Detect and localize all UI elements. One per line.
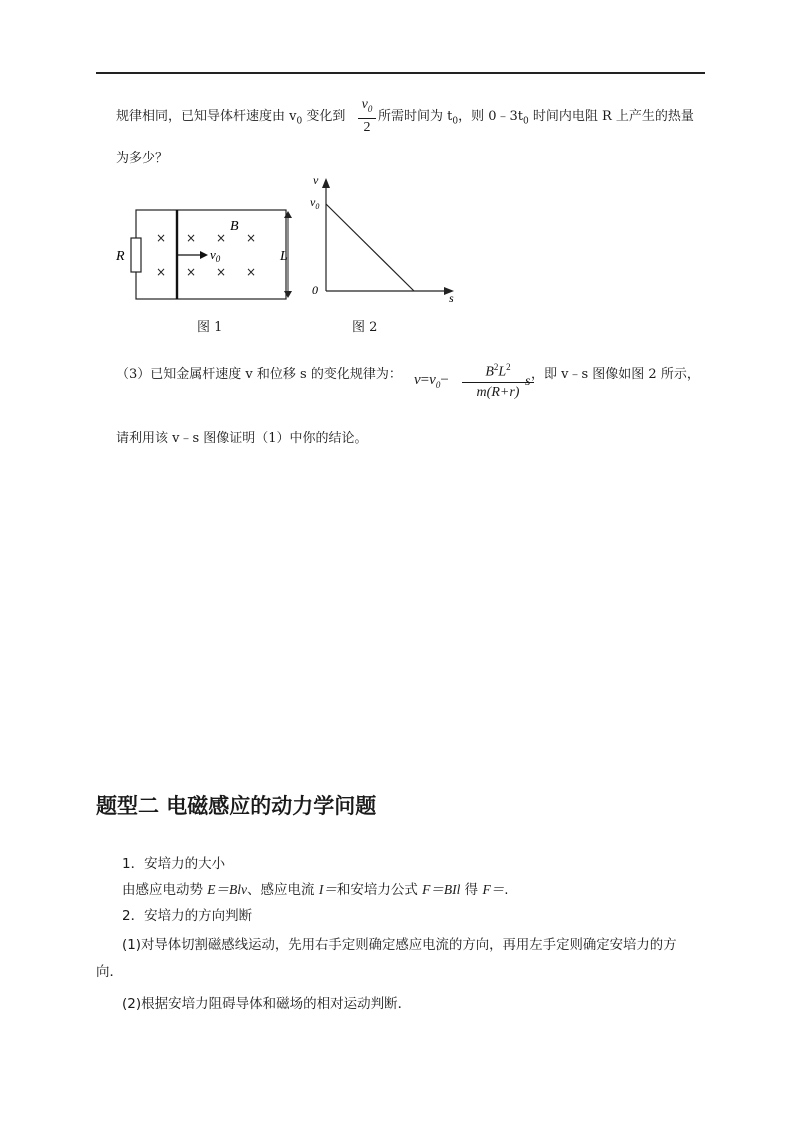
figure-1-caption: 图 1	[197, 320, 223, 335]
velocity-arrowhead	[200, 251, 208, 259]
field-cross: ×	[246, 231, 257, 245]
section-heading: 题型二 电磁感应的动力学问题	[96, 794, 377, 818]
field-cross: ×	[156, 265, 167, 279]
field-cross: ×	[186, 231, 197, 245]
v-s-line	[326, 204, 414, 291]
formula-fraction	[462, 358, 534, 403]
width-label-L: L	[280, 249, 288, 264]
text-segment: 时间内电阻 R 上产生的热量	[528, 109, 694, 124]
fraction-numerator: v	[361, 97, 368, 112]
field-cross: ×	[186, 265, 197, 279]
item-2-2-text: (2)根据安培力阻碍导体和磁场的相对运动判断．	[122, 996, 412, 1012]
figure-2-v-s-graph	[306, 170, 466, 310]
subscript: 0	[523, 116, 529, 127]
fraction-denominator: 2	[363, 119, 371, 135]
dimension-arrow-down	[284, 291, 292, 298]
item-2-1-text-cont: 向．	[96, 964, 123, 980]
velocity-formula: $v=v_0-$ $\frac{B^2L^2}{m(R+r)}$ s	[414, 358, 534, 404]
origin-label: 0	[312, 283, 318, 297]
v0-tick-label: $v_0$	[310, 195, 320, 211]
subscript: 0	[452, 116, 459, 127]
dimension-arrow-up	[284, 211, 292, 218]
v-axis-label: v	[313, 173, 319, 187]
text-segment: 规律相同，已知导体杆速度由 v	[116, 109, 297, 124]
header-rule	[96, 72, 705, 74]
figure-2-caption: 图 2	[352, 320, 378, 335]
resistor-label: R	[116, 249, 125, 264]
figure-1-circuit	[110, 200, 300, 310]
field-cross: ×	[216, 231, 227, 245]
text-segment: ，则 0﹣3t	[458, 109, 523, 124]
item-1-body: 由感应电动势 E＝Blv、感应电流 I＝和安培力公式 F＝BIl 得 F＝.	[122, 882, 509, 898]
field-cross: ×	[216, 265, 227, 279]
formula-numerator: $B^2L^2$	[462, 358, 534, 383]
field-label-B: B	[230, 219, 239, 234]
item-1-title: 1．安培力的大小	[122, 856, 226, 872]
part-3-text-suffix: ，即 v﹣s 图像如图 2 所示，	[531, 367, 700, 382]
formula-denominator: m(R+r)	[476, 384, 520, 400]
problem-text-line-1	[116, 108, 345, 131]
part-3-text-line-2: 请利用该 v﹣s 图像证明（1）中你的结论。	[116, 431, 368, 446]
problem-text-line-1b	[378, 108, 694, 131]
item-2-1-text: (1)对导体切割磁感线运动，先用右手定则确定感应电流的方向，再用左手定则确定安培力的方	[122, 938, 677, 953]
field-cross: ×	[156, 231, 167, 245]
problem-text-line-2: 为多少？	[116, 151, 169, 166]
velocity-label: $v_0$	[210, 247, 221, 264]
text-segment: 变化到	[302, 109, 346, 124]
resistor	[131, 238, 141, 272]
fraction-v0-over-2	[358, 96, 376, 136]
v-axis-arrow	[322, 178, 330, 188]
text-segment: 所需时间为 t	[378, 109, 453, 124]
item-2-title: 2．安培力的方向判断	[122, 908, 253, 924]
field-cross: ×	[246, 265, 257, 279]
subscript: 0	[367, 103, 373, 114]
part-3-text: （3）已知金属杆速度 v 和位移 s 的变化规律为：	[116, 367, 402, 382]
subscript: 0	[296, 116, 303, 127]
s-axis-label: s	[449, 291, 454, 305]
